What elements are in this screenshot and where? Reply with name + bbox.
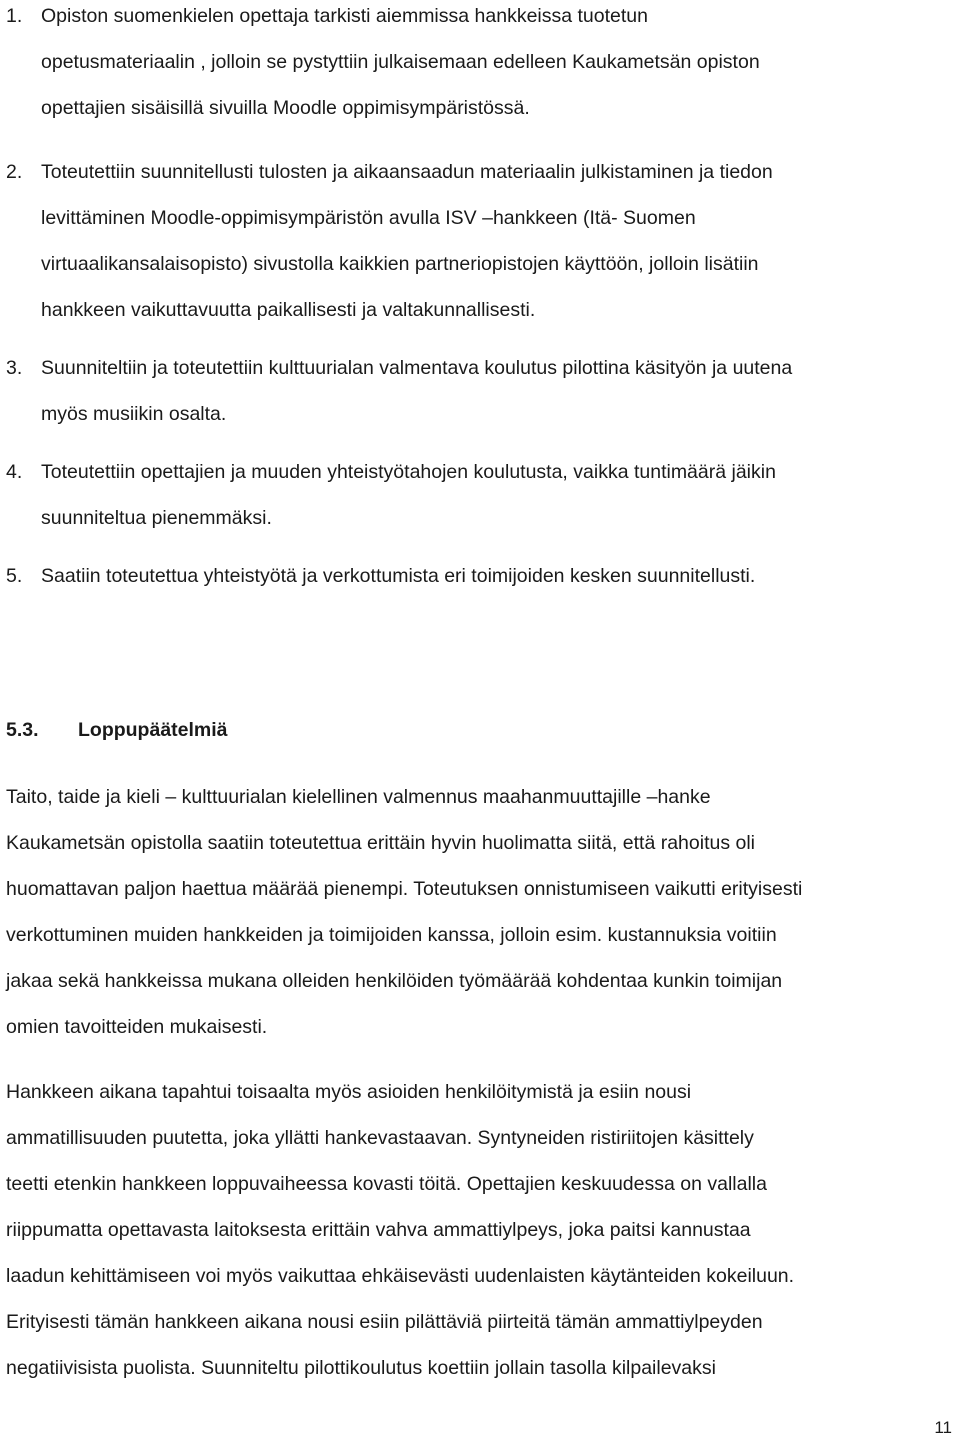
numbered-list (0, 0, 956, 587)
list-item (0, 449, 956, 541)
list-item (0, 149, 956, 333)
list-text: Toteutettiin suunnitellusti tulosten ja aikaansaadun materiaalin julkistaminen ja tiedon levittäminen Moodle-oppimisympäristön avulla ISV –hankkeen (Itä- Suomen virtuaalikansalaisopisto) sivustolla kaikkien partneriopistojen käyttöön, jolloin lisätiin hankkeen vaikuttavuutta paikallisesti ja valtakunnallisesti. (41, 161, 773, 321)
list-number: 4. (6, 461, 23, 483)
list-text: Toteutettiin opettajien ja muuden yhteistyötahojen koulutusta, vaikka tuntimäärä jäikin suunniteltua pienemmäksi. (41, 461, 776, 529)
page-number: 11 (934, 1418, 952, 1437)
list-number: 3. (6, 357, 23, 379)
list-text: Opiston suomenkielen opettaja tarkisti aiemmissa hankkeissa tuotetun opetusmateriaalin , jolloin se pystyttiin julkaisemaan edelleen Kaukametsän opiston opettajien sisäisillä sivuilla Moodle oppimisympäristössä. (41, 5, 760, 119)
paragraph: Hankkeen aikana tapahtui toisaalta myös asioiden henkilöitymistä ja esiin nousi ammatillisuuden puutetta, joka yllätti hankevastaavan. Syntyneiden ristiriitojen käsittely teetti etenkin hankkeen loppuvaiheessa kovasti töitä. Opettajien keskuudessa on vallalla riippumatta opettavasta laitoksesta erittäin vahva ammattiylpeys, joka paitsi kannustaa laadun kehittämiseen voi myös vaikuttaa ehkäisevästi uudenlaisten käytänteiden kokeiluun. Erityisesti tämän hankkeen aikana nousi esiin pilättäviä piirteitä tämän ammattiylpeyden negatiivisista puolista. Suunniteltu pilottikoulutus koettiin jollain tasolla kilpailevaksi (6, 1081, 795, 1379)
section-heading (6, 707, 228, 753)
section-number: 5.3. (6, 719, 39, 741)
list-text: Saatiin toteutettua yhteistyötä ja verkottumista eri toimijoiden kesken suunnitellusti. (41, 565, 756, 587)
list-number: 2. (6, 161, 23, 183)
paragraph: Taito, taide ja kieli – kulttuurialan kielellinen valmennus maahanmuuttajille –hanke Kaukametsän opistolla saatiin toteutettua erittäin hyvin huolimatta siitä, että rahoitus oli huomattavan paljon haettua määrää pienempi. Toteutuksen onnistumiseen vaikutti erityisesti verkottuminen muiden hankkeiden ja toimijoiden kanssa, jolloin esim. kustannuksia voitiin jakaa sekä hankkeissa mukana olleiden henkilöiden työmäärää kohdentaa kunkin toimijan omien tavoitteiden mukaisesti. (6, 786, 803, 1038)
list-text: Suunniteltiin ja toteutettiin kulttuurialan valmentava koulutus pilottina käsityön ja uutena myös musiikin osalta. (41, 357, 793, 425)
section-title: Loppupäätelmiä (78, 719, 228, 741)
list-item (0, 345, 956, 437)
list-item (0, 0, 956, 131)
list-number: 5. (6, 565, 23, 587)
list-item (0, 553, 956, 599)
list-number: 1. (6, 5, 23, 27)
